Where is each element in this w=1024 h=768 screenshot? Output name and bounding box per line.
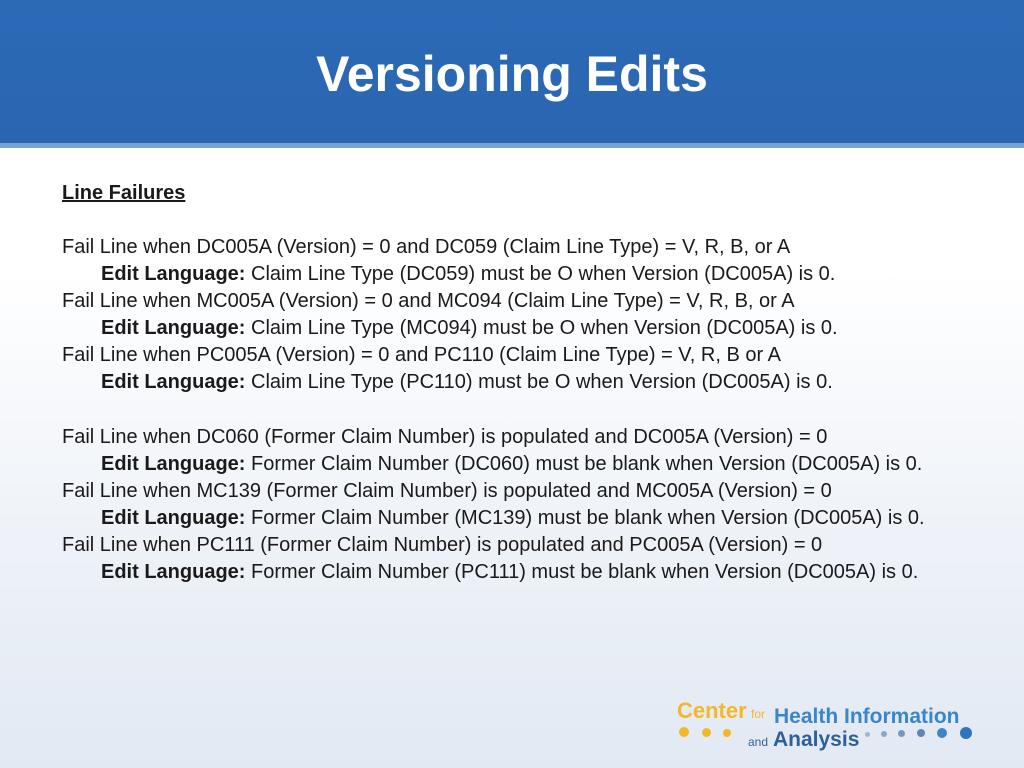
edit-language-label: Edit Language:	[101, 263, 246, 285]
logo-dot	[898, 730, 905, 737]
edit-language	[101, 561, 962, 583]
edit-language-label: Edit Language:	[101, 371, 246, 393]
edit-language-label: Edit Language:	[101, 453, 246, 475]
edit-language	[101, 453, 962, 475]
logo-dot	[960, 727, 972, 739]
title-banner	[0, 0, 1024, 148]
rule-text: Fail Line when PC111 (Former Claim Number) is populated and PC005A (Version) = 0	[62, 534, 823, 556]
logo-dot	[679, 727, 689, 737]
slide-body	[62, 180, 962, 586]
edit-language-text: Claim Line Type (DC059) must be O when Version (DC005A) is 0.	[245, 263, 836, 285]
claim-line-type-rules	[62, 234, 962, 396]
logo-dot	[881, 731, 887, 737]
edit-language-text: Former Claim Number (PC111) must be blank when Version (DC005A) is 0.	[245, 561, 919, 583]
edit-language-text: Claim Line Type (MC094) must be O when Version (DC005A) is 0.	[245, 317, 838, 339]
rule-text: Fail Line when MC005A (Version) = 0 and MC094 (Claim Line Type) = V, R, B, or A	[62, 290, 795, 312]
rule-text: Fail Line when DC005A (Version) = 0 and DC059 (Claim Line Type) = V, R, B, or A	[62, 236, 791, 258]
edit-language-label: Edit Language:	[101, 561, 246, 583]
logo-dot	[937, 728, 947, 738]
rule-text: Fail Line when DC060 (Former Claim Number) is populated and DC005A (Version) = 0	[62, 426, 828, 448]
edit-language-text: Former Claim Number (DC060) must be blank when Version (DC005A) is 0.	[245, 453, 923, 475]
former-claim-number-rules	[62, 424, 962, 583]
edit-language	[101, 261, 962, 288]
edit-language-label: Edit Language:	[101, 507, 246, 529]
logo-word-analysis: Analysis	[773, 728, 860, 751]
logo-dot	[723, 729, 731, 737]
edit-language	[101, 369, 962, 396]
logo-dot	[702, 728, 711, 737]
logo-word-and: and	[748, 735, 769, 749]
rule-text: Fail Line when PC005A (Version) = 0 and PC110 (Claim Line Type) = V, R, B or A	[62, 344, 781, 366]
logo-dot	[865, 732, 870, 737]
group-spacer	[62, 396, 962, 424]
edit-language-text: Claim Line Type (PC110) must be O when Version (DC005A) is 0.	[245, 371, 833, 393]
logo-word-health-information: Health Information	[774, 705, 960, 728]
chia-logo	[677, 698, 987, 758]
edit-language	[101, 507, 962, 529]
logo-dot	[917, 729, 925, 737]
logo-word-center: Center	[677, 698, 747, 723]
edit-language-text: Former Claim Number (MC139) must be blank when Version (DC005A) is 0.	[245, 507, 925, 529]
rule-text: Fail Line when MC139 (Former Claim Number) is populated and MC005A (Version) = 0	[62, 480, 832, 502]
edit-language-label: Edit Language:	[101, 317, 246, 339]
slide-title: Versioning Edits	[316, 46, 708, 102]
logo-word-for: for	[751, 707, 766, 721]
section-heading: Line Failures	[62, 182, 186, 204]
edit-language	[101, 315, 962, 342]
